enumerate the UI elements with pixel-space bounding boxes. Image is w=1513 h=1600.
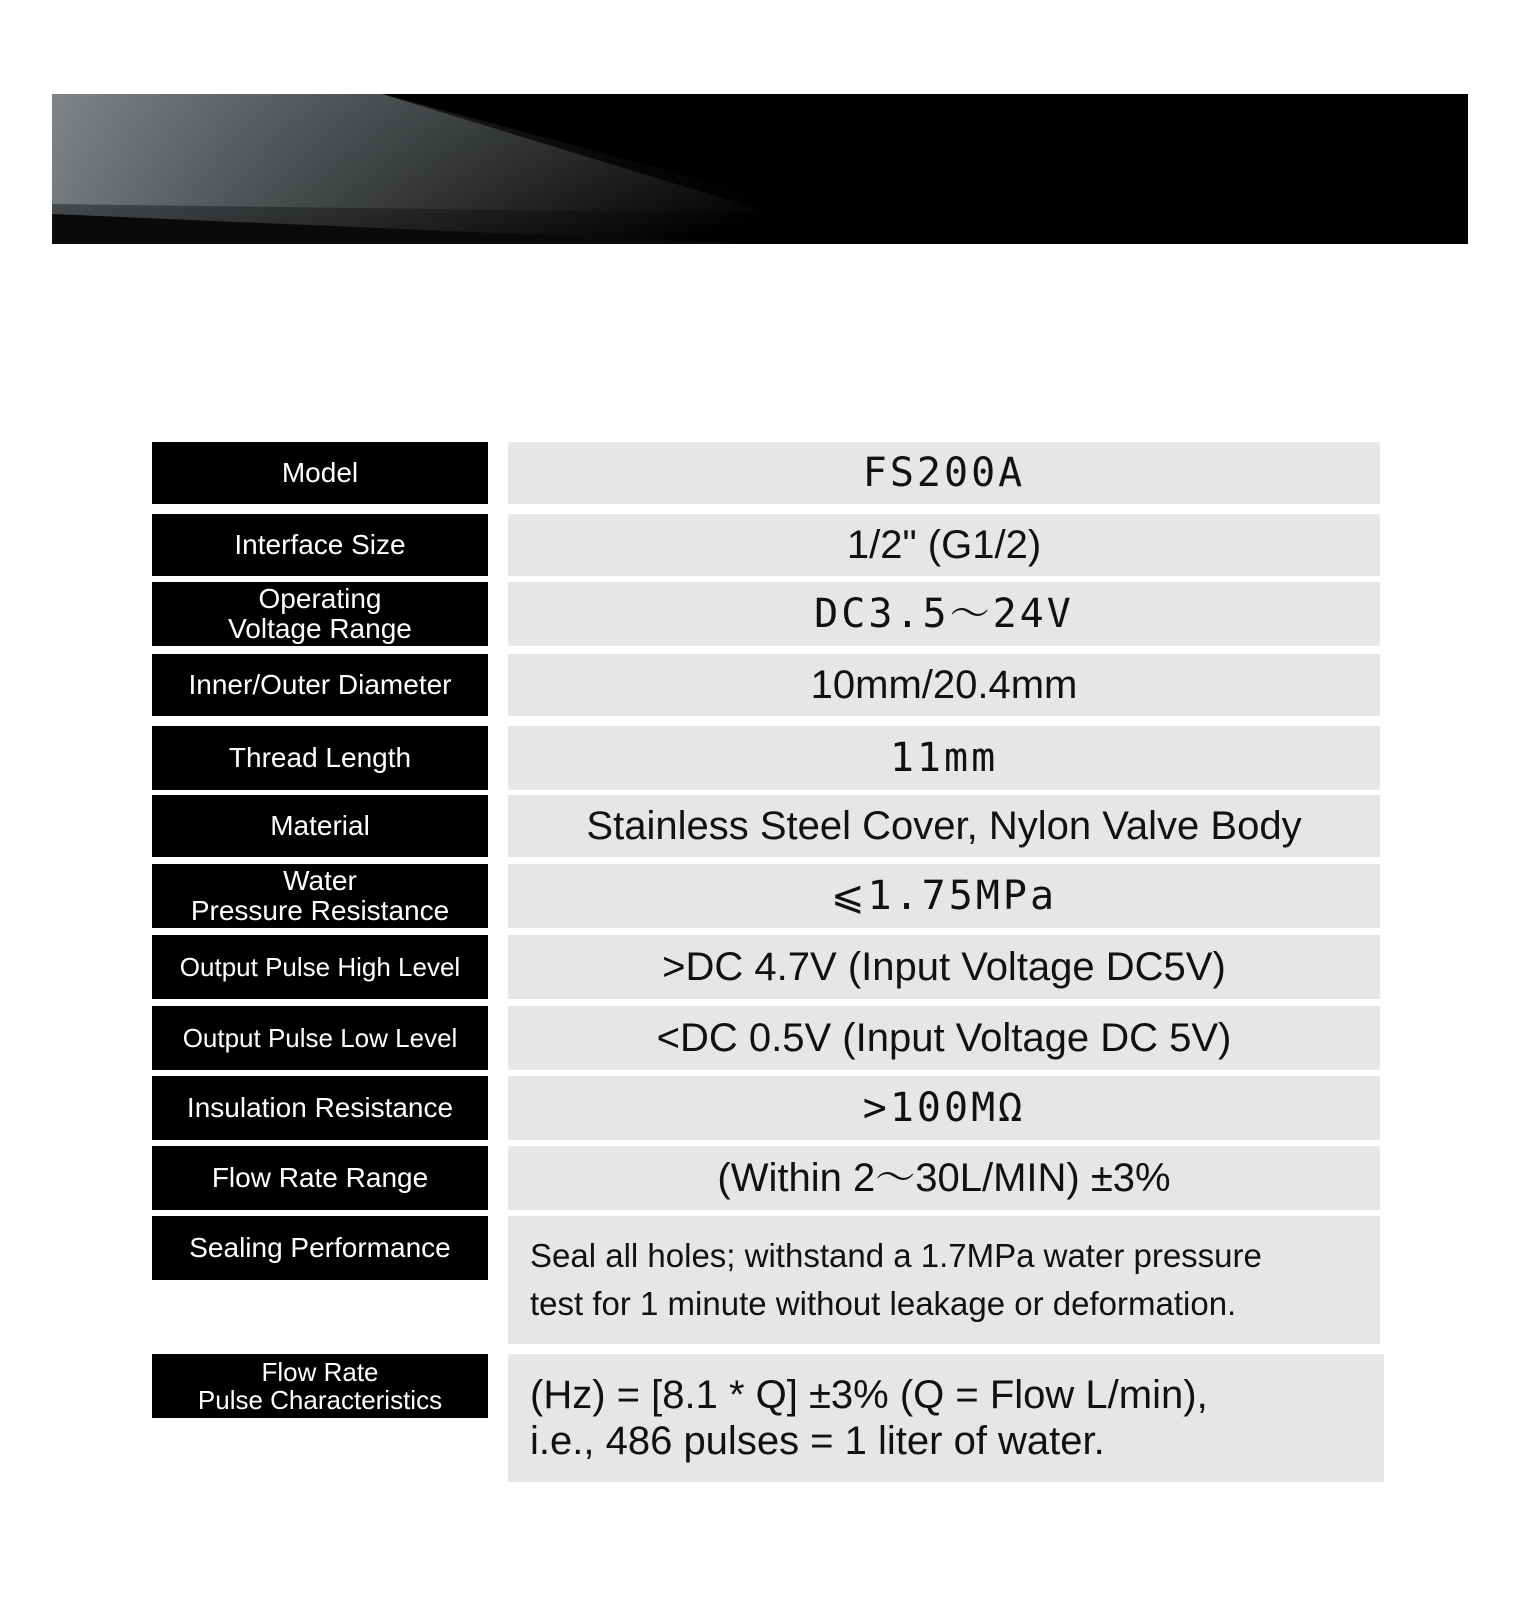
spec-value: DC3.5～24V <box>508 582 1380 646</box>
spec-value: 10mm/20.4mm <box>508 654 1380 716</box>
spec-label: Flow Rate Range <box>152 1146 488 1210</box>
spec-label: Interface Size <box>152 514 488 576</box>
spec-value: 11mm <box>508 726 1380 790</box>
spec-label: Material <box>152 795 488 857</box>
spec-label: Sealing Performance <box>152 1216 488 1280</box>
spec-value: FS200A <box>508 442 1380 504</box>
spec-value: >100MΩ <box>508 1076 1380 1140</box>
spec-value: Stainless Steel Cover, Nylon Valve Body <box>508 795 1380 857</box>
spec-value: 1/2" (G1/2) <box>508 514 1380 576</box>
header-banner <box>52 94 1468 244</box>
spec-value: Seal all holes; withstand a 1.7MPa water pressure test for 1 minute without leakage or deformation. <box>508 1216 1380 1344</box>
spec-value: >DC 4.7V (Input Voltage DC5V) <box>508 935 1380 999</box>
banner-gradient-graphic <box>52 94 1468 244</box>
spec-label: Output Pulse Low Level <box>152 1006 488 1070</box>
spec-label: Model <box>152 442 488 504</box>
spec-value: (Within 2～30L/MIN) ±3% <box>508 1146 1380 1210</box>
spec-value: <DC 0.5V (Input Voltage DC 5V) <box>508 1006 1380 1070</box>
spec-label: Output Pulse High Level <box>152 935 488 999</box>
spec-label: Insulation Resistance <box>152 1076 488 1140</box>
spec-label: Flow Rate Pulse Characteristics <box>152 1354 488 1418</box>
spec-label: Water Pressure Resistance <box>152 864 488 928</box>
spec-value: ⩽1.75MPa <box>508 864 1380 928</box>
spec-label: Thread Length <box>152 726 488 790</box>
spec-label: Operating Voltage Range <box>152 582 488 646</box>
spec-label: Inner/Outer Diameter <box>152 654 488 716</box>
spec-value: (Hz) = [8.1 * Q] ±3% (Q = Flow L/min), i.e., 486 pulses = 1 liter of water. <box>508 1354 1384 1482</box>
